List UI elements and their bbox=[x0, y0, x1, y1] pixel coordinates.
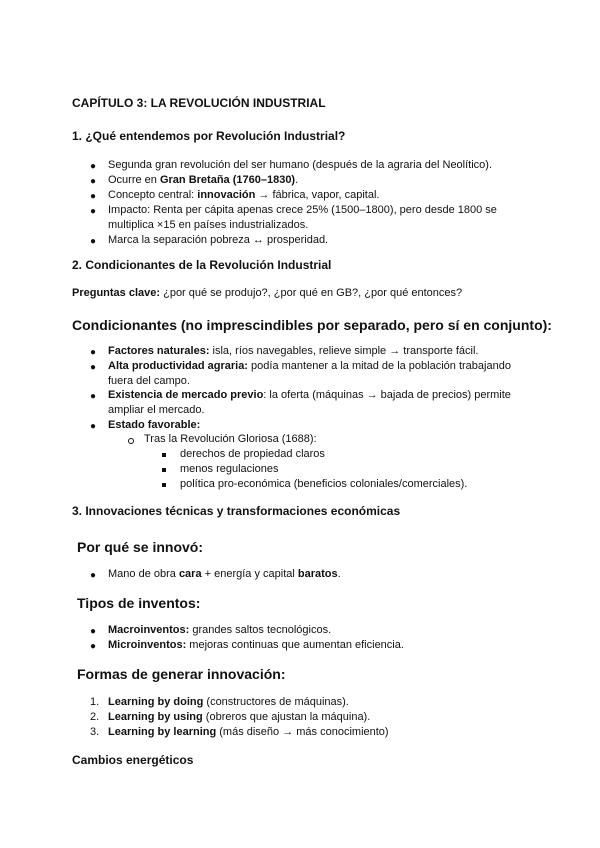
microinventions-item: Microinventos: mejoras continuas que aumentan eficiencia. bbox=[108, 639, 404, 651]
condition-2-line-1: Alta productividad agraria: podía mantener a la mitad de la población trabajando bbox=[108, 360, 511, 372]
condition-3-line-1: Existencia de mercado previo: la oferta (máquinas → bajada de precios) permite bbox=[108, 389, 511, 401]
condition-4: Estado favorable: bbox=[108, 419, 201, 431]
condition-2-line-2: fuera del campo. bbox=[108, 375, 190, 387]
condition-4-item-2: menos regulaciones bbox=[180, 463, 279, 475]
condition-4-item-3: política pro-económica (beneficios coloniales/comerciales). bbox=[180, 478, 468, 490]
form-1: Learning by doing (constructores de máquinas). bbox=[108, 696, 349, 708]
bullet-icon: ● bbox=[90, 161, 97, 172]
square-bullet-icon bbox=[162, 483, 166, 487]
key-questions: Preguntas clave: ¿por qué se produjo?, ¿por qué en GB?, ¿por qué entonces? bbox=[72, 287, 463, 299]
chapter-title: CAPÍTULO 3: LA REVOLUCIÓN INDUSTRIAL bbox=[72, 96, 326, 110]
condition-1: Factores naturales: isla, ríos navegables, relieve simple → transporte fácil. bbox=[108, 345, 479, 357]
square-bullet-icon bbox=[162, 468, 166, 472]
section-1-heading: 1. ¿Qué entendemos por Revolución Industrial? bbox=[72, 129, 346, 143]
list-number: 3. bbox=[90, 726, 100, 738]
bullet-icon: ● bbox=[90, 176, 97, 187]
bullet-icon: ● bbox=[90, 236, 97, 247]
bullet-icon: ● bbox=[90, 191, 97, 202]
bullet-icon: ● bbox=[90, 421, 97, 432]
why-innovate-heading: Por qué se innovó: bbox=[77, 539, 204, 555]
list-number: 2. bbox=[90, 711, 100, 723]
form-2: Learning by using (obreros que ajustan la máquina). bbox=[108, 711, 371, 723]
section-3-heading: 3. Innovaciones técnicas y transformaciones económicas bbox=[72, 504, 401, 518]
invention-types-heading: Tipos de inventos: bbox=[77, 595, 201, 611]
why-innovate-item: Mano de obra cara + energía y capital baratos. bbox=[108, 568, 341, 580]
condition-3-line-2: ampliar el mercado. bbox=[108, 404, 205, 416]
condition-4-item-1: derechos de propiedad claros bbox=[180, 448, 325, 460]
innovation-forms-heading: Formas de generar innovación: bbox=[77, 666, 286, 682]
bullet-icon: ● bbox=[90, 206, 97, 217]
conditions-subheading: Condicionantes (no imprescindibles por separado, pero sí en conjunto): bbox=[72, 317, 552, 333]
list-number: 1. bbox=[90, 696, 100, 708]
bullet-icon: ● bbox=[90, 391, 97, 402]
section-2-heading: 2. Condicionantes de la Revolución Industrial bbox=[72, 258, 332, 272]
hollow-bullet-icon bbox=[128, 438, 134, 444]
s1-bullet-4-line-2: multiplica ×15 en países industrializados. bbox=[108, 219, 309, 231]
condition-4-sub: Tras la Revolución Gloriosa (1688): bbox=[144, 433, 317, 445]
s1-bullet-5: Marca la separación pobreza ↔ prosperidad. bbox=[108, 234, 329, 246]
bullet-icon: ● bbox=[90, 362, 97, 373]
s1-bullet-3: Concepto central: innovación → fábrica, vapor, capital. bbox=[108, 189, 380, 201]
bullet-icon: ● bbox=[90, 347, 97, 358]
bullet-icon: ● bbox=[90, 626, 97, 637]
form-3: Learning by learning (más diseño → más conocimiento) bbox=[108, 726, 389, 738]
s1-bullet-4-line-1: Impacto: Renta per cápita apenas crece 25% (1500–1800), pero desde 1800 se bbox=[108, 204, 497, 216]
energy-changes-heading: Cambios energéticos bbox=[72, 753, 194, 767]
s1-bullet-2: Ocurre en Gran Bretaña (1760–1830). bbox=[108, 174, 299, 186]
s1-bullet-1: Segunda gran revolución del ser humano (después de la agraria del Neolítico). bbox=[108, 159, 493, 171]
bullet-icon: ● bbox=[90, 641, 97, 652]
macroinventions-item: Macroinventos: grandes saltos tecnológicos. bbox=[108, 624, 332, 636]
square-bullet-icon bbox=[162, 453, 166, 457]
bullet-icon: ● bbox=[90, 570, 97, 581]
